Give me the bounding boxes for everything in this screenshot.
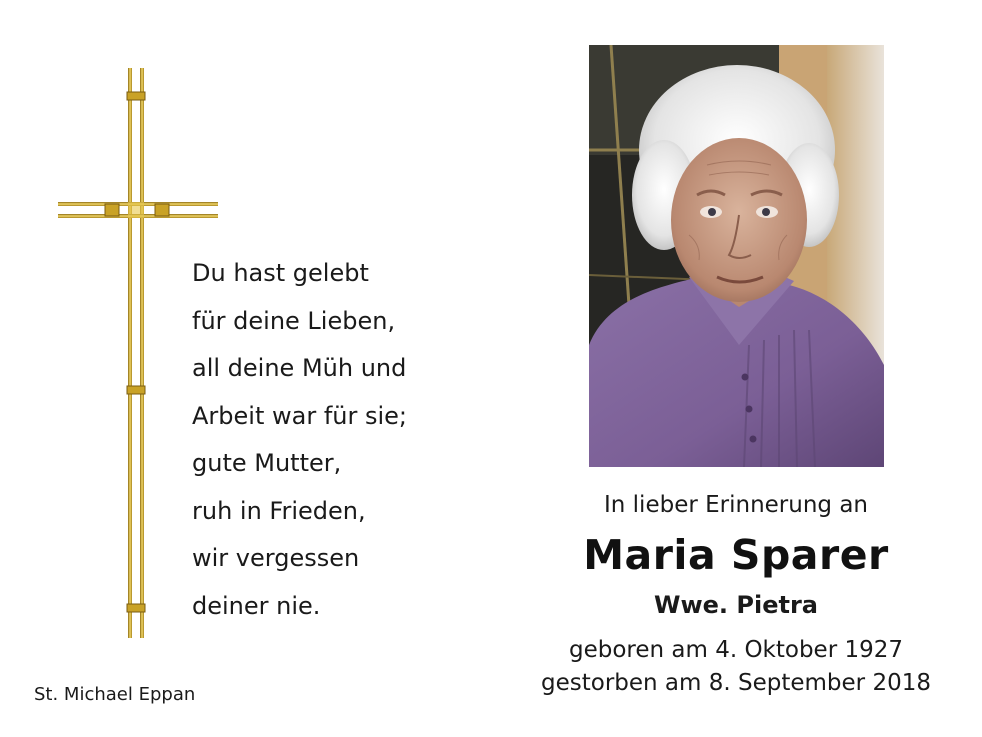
poem-line: all deine Müh und (192, 354, 407, 382)
deceased-name: Maria Sparer (583, 531, 889, 579)
poem-line: Arbeit war für sie; (192, 401, 408, 430)
birth-date: geboren am 4. Oktober 1927 (568, 637, 904, 663)
poem-line: wir vergessen (192, 544, 360, 572)
poem-line: für deine Lieben, (192, 306, 396, 335)
location-label: St. Michael Eppan (34, 684, 196, 705)
poem-line: deiner nie. (192, 591, 321, 620)
death-date: gestorben am 8. September 2018 (541, 670, 931, 696)
portrait-photo (589, 45, 884, 467)
deceased-subname: Wwe. Pietra (654, 591, 818, 619)
memorial-intro: In lieber Erinnerung an (604, 492, 868, 518)
poem-line: ruh in Frieden, (192, 496, 366, 525)
poem-line: Du hast gelebt (192, 259, 369, 287)
poem (192, 250, 462, 630)
poem-line: gute Mutter, (192, 449, 342, 477)
